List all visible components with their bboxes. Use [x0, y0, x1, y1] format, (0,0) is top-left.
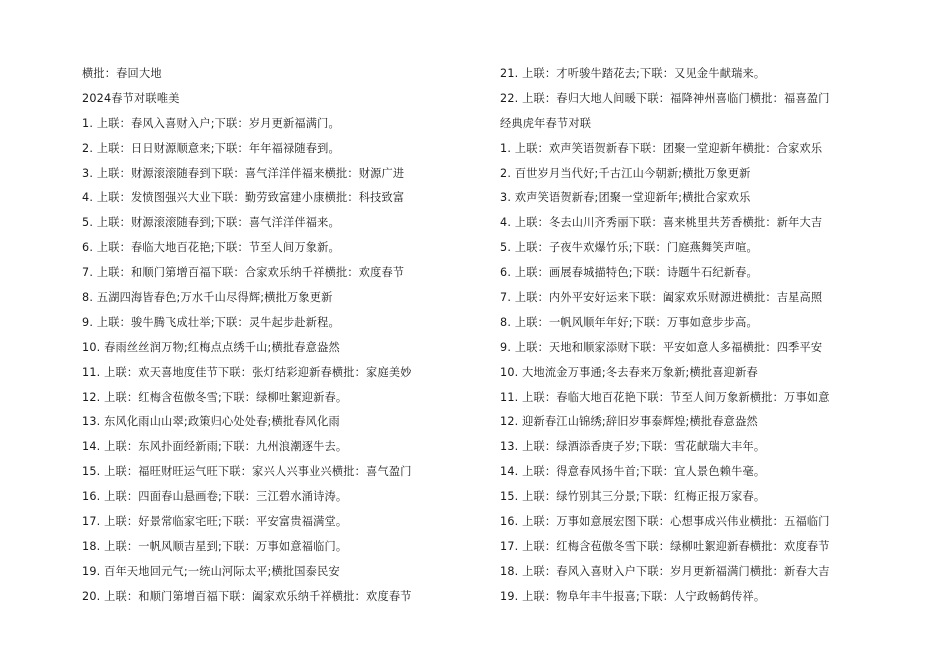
left-column — [82, 62, 482, 610]
right-column-line: 3. 欢声笑语贺新春;团聚一堂迎新年;横批合家欢乐 — [500, 191, 751, 205]
left-column-line: 15. 上联：福旺财旺运气旺下联：家兴人兴事业兴横批：喜气盈门 — [82, 465, 412, 479]
left-column-line: 2024春节对联唯美 — [82, 91, 180, 105]
left-column-line: 12. 上联：红梅含苞傲冬雪;下联：绿柳吐絮迎新春。 — [82, 390, 348, 404]
right-column-line: 21. 上联：才听骏牛踏花去;下联：又见金牛献瑞来。 — [500, 67, 766, 80]
left-column-line: 17. 上联：好景常临家宅旺;下联：平安富贵福满堂。 — [82, 515, 348, 529]
right-column-line: 1. 上联：欢声笑语贺新春下联：团聚一堂迎新年横批：合家欢乐 — [500, 141, 823, 155]
left-column-line: 19. 百年天地回元气;一统山河际太平;横批国泰民安 — [82, 564, 340, 578]
left-column-line: 3. 上联：财源滚滚随春到下联：喜气洋洋伴福来横批：财源广进 — [82, 166, 405, 180]
left-column-line: 6. 上联：春临大地百花艳;下联：节至人间万象新。 — [82, 241, 340, 255]
left-column-line: 8. 五湖四海皆春色;万水千山尽得辉;横批万象更新 — [82, 291, 333, 305]
left-column-line: 16. 上联：四面春山悬画卷;下联：三江碧水涌诗涛。 — [82, 490, 348, 504]
right-column-line: 16. 上联：万事如意展宏图下联：心想事成兴伟业横批：五福临门 — [500, 515, 830, 529]
left-column-line: 11. 上联：欢天喜地度佳节下联：张灯结彩迎新春横批：家庭美妙 — [82, 365, 412, 379]
left-column-line: 5. 上联：财源滚滚随春到;下联：喜气洋洋伴福来。 — [82, 216, 340, 230]
right-column-line: 11. 上联：春临大地百花艳下联：节至人间万象新横批：万事如意 — [500, 390, 830, 404]
right-column-line: 14. 上联：得意春风扬牛首;下联：宜人景色赖牛毫。 — [500, 465, 766, 479]
left-column-line: 20. 上联：和顺门第增百福下联：阖家欢乐纳千祥横批：欢度春节 — [82, 589, 412, 603]
right-column-line: 13. 上联：绿酒添香庚子岁;下联：雪花献瑞大丰年。 — [500, 440, 766, 454]
right-column-line: 18. 上联：春风入喜财入户下联：岁月更新福满门横批：新春大吉 — [500, 564, 830, 578]
left-column-line: 9. 上联：骏牛腾飞成壮举;下联：灵牛起步赴新程。 — [82, 315, 340, 329]
right-column-line: 2. 百世岁月当代好;千古江山今朝新;横批万象更新 — [500, 166, 751, 180]
left-column-line: 横批：春回大地 — [82, 67, 162, 80]
right-column-line: 19. 上联：物阜年丰牛报喜;下联：人宁政畅鹤传祥。 — [500, 589, 766, 603]
right-column-line: 12. 迎新春江山锦绣;辞旧岁事泰辉煌;横批春意盎然 — [500, 415, 758, 429]
right-column — [500, 62, 900, 610]
right-column-line: 17. 上联：红梅含苞傲冬雪下联：绿柳吐絮迎新春横批：欢度春节 — [500, 539, 830, 553]
right-column-line: 8. 上联：一帆风顺年年好;下联：万事如意步步高。 — [500, 315, 758, 329]
right-column-line: 9. 上联：天地和顺家添财下联：平安如意人多福横批：四季平安 — [500, 340, 823, 354]
left-column-line: 18. 上联：一帆风顺吉星到;下联：万事如意福临门。 — [82, 539, 348, 553]
left-column-line: 10. 春雨丝丝润万物;红梅点点绣千山;横批春意盎然 — [82, 340, 340, 354]
right-column-line: 15. 上联：绿竹别其三分景;下联：红梅正报万家春。 — [500, 490, 766, 504]
left-column-line: 13. 东风化雨山山翠;政策归心处处春;横批春风化雨 — [82, 415, 340, 429]
right-column-line: 6. 上联：画展春城描特色;下联：诗题牛石纪新春。 — [500, 266, 758, 280]
left-column-line: 7. 上联：和顺门第增百福下联：合家欢乐纳千祥横批：欢度春节 — [82, 266, 405, 280]
left-column-line: 14. 上联：东风扑面经新雨;下联：九州浪潮逐牛去。 — [82, 440, 348, 454]
right-column-line: 经典虎年春节对联 — [500, 116, 592, 130]
right-column-line: 22. 上联：春归大地人间暖下联：福降神州喜临门横批：福喜盈门 — [500, 91, 830, 105]
right-column-line: 10. 大地流金万事通;冬去春来万象新;横批喜迎新春 — [500, 365, 758, 379]
right-column-line: 5. 上联：子夜牛欢爆竹乐;下联：门庭燕舞笑声喧。 — [500, 241, 758, 255]
left-column-line: 4. 上联：发愤图强兴大业下联：勤劳致富建小康横批：科技致富 — [82, 191, 405, 205]
left-column-line: 1. 上联：春风入喜财入户;下联：岁月更新福满门。 — [82, 116, 340, 130]
left-column-line: 2. 上联：日日财源顺意来;下联：年年福禄随春到。 — [82, 141, 340, 155]
right-column-line: 7. 上联：内外平安好运来下联：阖家欢乐财源进横批：吉星高照 — [500, 291, 823, 305]
right-column-line: 4. 上联：冬去山川齐秀丽下联：喜来桃里共芳香横批：新年大吉 — [500, 216, 823, 230]
